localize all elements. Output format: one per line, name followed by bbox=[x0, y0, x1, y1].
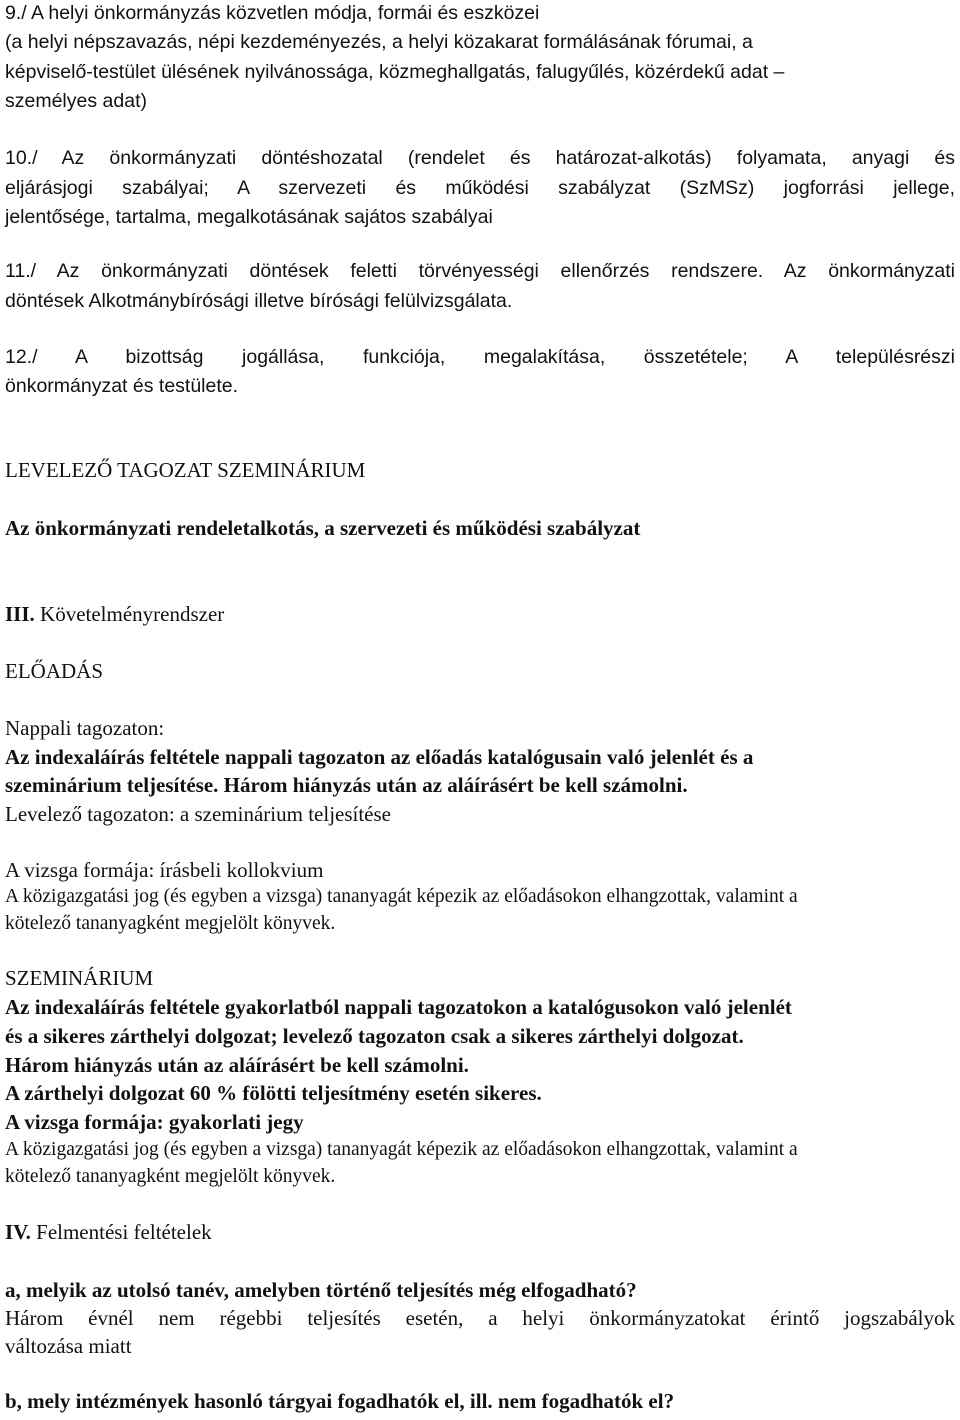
section-9-text: képviselő-testület ülésének nyilvánossága, közmeghallgatás, falugyűlés, közérdekű adat – bbox=[5, 61, 785, 83]
tananyag-text-2: A közigazgatási jog (és egyben a vizsga) tananyagát képezik az előadásokon elhangzottak, valamint a bbox=[5, 1139, 798, 1160]
section-9-title: 9./ A helyi önkormányzás közvetlen módja, formái és eszközei bbox=[5, 2, 540, 24]
question-b: b, mely intézmények hasonló tárgyai fogadhatók el, ill. nem fogadhatók el? bbox=[5, 1389, 675, 1413]
section-10-text: jelentősége, tartalma, megalkotásának sajátos szabályai bbox=[5, 206, 493, 228]
question-a-answer: változása miatt bbox=[5, 1334, 132, 1358]
section-11-text: 11./ Az önkormányzati döntések feletti törvényességi ellenőrzés rendszere. Az önkormányzati bbox=[5, 260, 955, 282]
eloadas-heading: ELŐADÁS bbox=[5, 659, 103, 683]
nappali-text: Az indexaláírás feltétele nappali tagozaton az előadás katalógusain való jelenlét és a bbox=[5, 745, 754, 769]
section-3-heading bbox=[5, 601, 955, 627]
section-12-text: 12./ A bizottság jogállása, funkciója, megalakítása, összetétele; A településrészi bbox=[5, 346, 955, 368]
question-a: a, melyik az utolsó tanév, amelyben történő teljesítés még elfogadható? bbox=[5, 1278, 637, 1302]
section-10-text: 10./ Az önkormányzati döntéshozatal (rendelet és határozat-alkotás) folyamata, anyagi és bbox=[5, 147, 955, 169]
section-4-heading bbox=[5, 1219, 955, 1245]
levelezo-tagozat-line: Levelező tagozaton: a szeminárium teljesítése bbox=[5, 802, 391, 826]
section-11-text: döntések Alkotmánybírósági illetve bírósági felülvizsgálata. bbox=[5, 290, 513, 312]
tananyag-text-1: A közigazgatási jog (és egyben a vizsga) tananyagát képezik az előadásokon elhangzottak, valamint a bbox=[5, 886, 798, 907]
vizsga-forma-2: A vizsga formája: gyakorlati jegy bbox=[5, 1110, 304, 1134]
tananyag-text-2: kötelező tananyagként megjelölt könyvek. bbox=[5, 1166, 336, 1187]
szeminarium-text: A zárthelyi dolgozat 60 % fölötti teljesítmény esetén sikeres. bbox=[5, 1081, 542, 1105]
vizsga-forma-1: A vizsga formája: írásbeli kollokvium bbox=[5, 858, 324, 882]
section-12-text: önkormányzat és testülete. bbox=[5, 375, 239, 397]
nappali-label: Nappali tagozaton: bbox=[5, 716, 165, 740]
szeminarium-text: Három hiányzás után az aláírásért be kell számolni. bbox=[5, 1053, 469, 1077]
section-10-text: eljárásjogi szabályai; A szervezeti és működési szabályzat (SzMSz) jogforrási jellege, bbox=[5, 177, 955, 199]
section-4-number: IV. bbox=[5, 1220, 31, 1244]
szeminarium-text: Az indexaláírás feltétele gyakorlatból nappali tagozatokon a katalógusokon való jelenlét bbox=[5, 995, 792, 1019]
levelezo-heading: LEVELEZŐ TAGOZAT SZEMINÁRIUM bbox=[5, 458, 366, 482]
question-a-answer: Három évnél nem régebbi teljesítés esetén, a helyi önkormányzatokat érintő jogszabályok bbox=[5, 1306, 955, 1330]
section-4-title: Felmentési feltételek bbox=[30, 1220, 212, 1244]
subheading: Az önkormányzati rendeletalkotás, a szervezeti és működési szabályzat bbox=[5, 516, 641, 540]
szeminarium-heading: SZEMINÁRIUM bbox=[5, 966, 154, 990]
nappali-text: szeminárium teljesítése. Három hiányzás után az aláírásért be kell számolni. bbox=[5, 773, 688, 797]
section-3-title: Követelményrendszer bbox=[34, 602, 225, 626]
section-9-text: (a helyi népszavazás, népi kezdeményezés, a helyi közakarat formálásának fórumai, a bbox=[5, 31, 753, 53]
tananyag-text-1: kötelező tananyagként megjelölt könyvek. bbox=[5, 913, 336, 934]
section-3-number: III. bbox=[5, 602, 35, 626]
szeminarium-text: és a sikeres zárthelyi dolgozat; levelező tagozaton csak a sikeres zárthelyi dolgozat. bbox=[5, 1024, 744, 1048]
section-9-text: személyes adat) bbox=[5, 90, 147, 112]
